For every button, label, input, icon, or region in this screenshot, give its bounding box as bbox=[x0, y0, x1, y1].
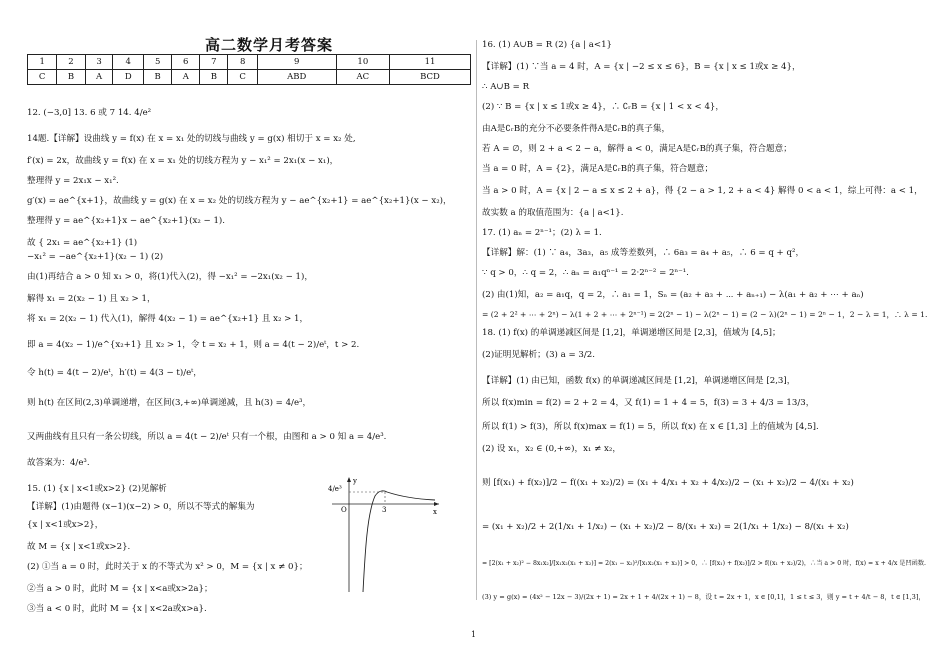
page-title: 高二数学月考答案 bbox=[205, 36, 334, 54]
table-cell: A bbox=[85, 70, 113, 85]
table-cell: B bbox=[200, 70, 228, 85]
table-cell: B bbox=[144, 70, 172, 85]
text-line: 所以 f(x)min = f(2) = 2 + 2 = 4，又 f(1) = 1 + 4 = 5，f(3) = 3 + 4/3 = 13/3， bbox=[482, 398, 815, 408]
table-cell: BCD bbox=[389, 70, 470, 85]
text-line: (2) 设 x₁，x₂ ∈ (0,+∞)，x₁ ≠ x₂， bbox=[482, 444, 621, 454]
text-line: 15. (1) {x | x<1或x>2} (2)见解析 bbox=[27, 484, 167, 494]
answer-table bbox=[27, 54, 471, 85]
x-axis-arrow-icon bbox=[434, 502, 439, 506]
table-cell: B bbox=[57, 70, 85, 85]
table-cell: D bbox=[113, 70, 144, 85]
text-line: 故实数 a 的取值范围为：{a | a<1}. bbox=[482, 208, 624, 218]
text-line: = (x₁ + x₂)/2 + 2(1/x₁ + 1/x₂) − (x₁ + x₂)/2 − 8/(x₁ + x₂) = 2(1/x₁ + 1/x₂) − 8/(x₁ + x₂) bbox=[482, 522, 849, 532]
text-line: 若 A = ∅，则 2 + a < 2 − a，解得 a < 0，满足A是∁ᵣB的真子集，符合题意； bbox=[482, 144, 792, 154]
text-line: ∴ A∪B = R bbox=[482, 82, 530, 92]
answer-table-answer-row bbox=[28, 70, 471, 85]
graph-y-axis-label: y bbox=[353, 477, 357, 485]
page-number: 1 bbox=[471, 630, 477, 639]
text-line: 【详解】(1) 由已知，函数 f(x) 的单调递减区间是 [1,2]，单调递增区间是 [2,3]， bbox=[482, 376, 796, 386]
table-cell: C bbox=[228, 70, 257, 85]
text-line: 16. (1) A∪B = R (2) {a | a<1} bbox=[482, 40, 613, 50]
table-cell: 3 bbox=[85, 55, 113, 70]
text-line: = [2(x₁ + x₂)² − 8x₁x₂]/[x₁x₂(x₁ + x₂)] = 2(x₁ − x₂)²/[x₁x₂(x₁ + x₂)] > 0，∴ [f(x₁) + f(x₂)]/2 > f((x₁ + x₂)/2)，∴当 a > 0 时，f(x) = x + 4/x 是凹函数. bbox=[482, 560, 927, 567]
function-graph bbox=[327, 474, 442, 594]
text-line: ∵ q > 0，∴ q = 2，∴ aₙ = a₁qⁿ⁻¹ = 2·2ⁿ⁻² = 2ⁿ⁻¹. bbox=[482, 268, 689, 278]
text-line: 整理得 y = ae^{x₂+1}x − ae^{x₂+1}(x₂ − 1). bbox=[27, 216, 226, 226]
text-line: 18. (1) f(x) 的单调递减区间是 [1,2]，单调递增区间是 [2,3]，值域为 [4,5]； bbox=[482, 328, 781, 338]
text-line: 【详解】(1) ∵当 a = 4 时，A = {x | −2 ≤ x ≤ 6}，B = {x | x ≤ 1或x ≥ 4}， bbox=[482, 62, 801, 72]
text-line: = (2 + 2² + ⋯ + 2ⁿ) − λ(1 + 2 + ⋯ + 2ⁿ⁻¹) = 2(2ⁿ − 1) − λ(2ⁿ − 1) = (2 − λ)(2ⁿ − 1) = 2ⁿ − 1，2 − λ = 1，∴ λ = 1. bbox=[482, 310, 928, 319]
text-line: 故答案为：4/e³. bbox=[27, 458, 90, 468]
text-line: 又两曲线有且只有一条公切线，所以 a = 4(t − 2)/eᵗ 只有一个根，由图和 a > 0 知 a = 4/e³. bbox=[27, 432, 387, 442]
text-line: −x₁² = −ae^{x₂+1}(x₂ − 1) (2) bbox=[27, 252, 164, 262]
table-cell: 6 bbox=[172, 55, 200, 70]
graph-x-axis-label: x bbox=[433, 508, 437, 516]
table-cell: 2 bbox=[57, 55, 85, 70]
text-line: 整理得 y = 2x₁x − x₁². bbox=[27, 176, 119, 186]
text-line: 故 { 2x₁ = ae^{x₂+1} (1) bbox=[27, 238, 138, 248]
column-divider bbox=[476, 40, 477, 600]
table-cell: 9 bbox=[257, 55, 336, 70]
text-line: 由(1)再结合 a > 0 知 x₁ > 0，将(1)代入(2)，得 −x₁² = −2x₁(x₂ − 1)， bbox=[27, 272, 313, 282]
table-cell: ABD bbox=[257, 70, 336, 85]
table-cell: 4 bbox=[113, 55, 144, 70]
text-line: (3) y = g(x) = (4x² − 12x − 3)/(2x + 1) = 2x + 1 + 4/(2x + 1) − 8，设 t = 2x + 1，x ∈ [0,1]，1 ≤ t ≤ 3，则 y = t + 4/t − 8，t ∈ [1,3]， bbox=[482, 593, 926, 601]
table-cell: AC bbox=[336, 70, 389, 85]
table-cell: 10 bbox=[336, 55, 389, 70]
text-line: 则 h(t) 在区间(2,3)单调递增，在区间(3,+∞)单调递减，且 h(3) = 4/e³， bbox=[27, 398, 312, 408]
text-line: 将 x₁ = 2(x₂ − 1) 代入(1)，解得 4(x₂ − 1) = ae^{x₂+1} 且 x₂ > 1， bbox=[27, 314, 309, 324]
text-line: ②当 a > 0 时，此时 M = {x | x<a或x>2a}； bbox=[27, 584, 213, 594]
graph-y-label: 4/e³ bbox=[328, 485, 342, 493]
answer-table-number-row bbox=[28, 55, 471, 70]
text-line: 即 a = 4(x₂ − 1)/e^{x₂+1} 且 x₂ > 1，令 t = x₂ + 1，则 a = 4(t − 2)/eᵗ，t > 2. bbox=[27, 340, 360, 350]
y-axis-arrow-icon bbox=[347, 477, 351, 482]
text-line: 17. (1) aₙ = 2ⁿ⁻¹；(2) λ = 1. bbox=[482, 228, 602, 238]
text-line: g′(x) = ae^{x+1}，故曲线 y = g(x) 在 x = x₂ 处的切线方程为 y − ae^{x₂+1} = ae^{x₂+1}(x − x₂)， bbox=[27, 196, 452, 206]
graph-x-tick: 3 bbox=[382, 506, 387, 514]
text-line: 解得 x₁ = 2(x₂ − 1) 且 x₂ > 1， bbox=[27, 294, 156, 304]
table-cell: 11 bbox=[389, 55, 470, 70]
text-line: 14题.【详解】设曲线 y = f(x) 在 x = x₁ 处的切线与曲线 y = g(x) 相切于 x = x₂ 处, bbox=[27, 134, 356, 144]
text-line: 当 a > 0 时，A = {x | 2 − a ≤ x ≤ 2 + a}，得 {2 − a > 1, 2 + a < 4} 解得 0 < a < 1，综上可得：a < 1， bbox=[482, 186, 923, 196]
table-cell: 8 bbox=[228, 55, 257, 70]
table-cell: 5 bbox=[144, 55, 172, 70]
text-line: 所以 f(1) > f(3)，所以 f(x)max = f(1) = 5，所以 f(x) 在 x ∈ [1,3] 上的值域为 [4,5]. bbox=[482, 422, 819, 432]
text-line: 由A是∁ᵣB的充分不必要条件得A是∁ᵣB的真子集， bbox=[482, 124, 671, 134]
table-cell: 7 bbox=[200, 55, 228, 70]
text-line: (2)证明见解析；(3) a = 3/2. bbox=[482, 350, 595, 360]
text-line: 令 h(t) = 4(t − 2)/eᵗ，h′(t) = 4(3 − t)/eᵗ， bbox=[27, 368, 202, 378]
text-line: 当 a = 0 时，A = {2}，满足A是∁ᵣB的真子集，符合题意； bbox=[482, 164, 714, 174]
text-line: 则 [f(x₁) + f(x₂)]/2 − f((x₁ + x₂)/2) = (x₁ + 4/x₁ + x₂ + 4/x₂)/2 − (x₁ + x₂)/2 − 4/(x₁ + x₂) bbox=[482, 478, 854, 488]
text-line: (2) ①当 a = 0 时，此时关于 x 的不等式为 x² > 0，M = {x | x ≠ 0}； bbox=[27, 562, 308, 572]
text-line: (2) 由(1)知，a₂ = a₁q，q = 2，∴ a₁ = 1，Sₙ = (a₂ + a₃ + ⋯ + aₙ₊₁) − λ(a₁ + a₂ + ⋯ + aₙ) bbox=[482, 290, 864, 300]
table-cell: A bbox=[172, 70, 200, 85]
text-line: f′(x) = 2x，故曲线 y = f(x) 在 x = x₁ 处的切线方程为 y − x₁² = 2x₁(x − x₁)， bbox=[27, 156, 339, 166]
curve-h-t bbox=[363, 491, 435, 592]
text-line: 【详解】解：(1) ∵ a₄，3a₃，a₅ 成等差数列，∴ 6a₃ = a₄ + a₅，∴ 6 = q + q²， bbox=[482, 248, 805, 258]
text-line: 故 M = {x | x<1或x>2}. bbox=[27, 542, 131, 552]
text-line: ③当 a < 0 时，此时 M = {x | x<2a或x>a}. bbox=[27, 604, 207, 614]
table-cell: C bbox=[28, 70, 57, 85]
table-cell: 1 bbox=[28, 55, 57, 70]
graph-origin-label: O bbox=[341, 506, 347, 514]
text-line: 12. (−3,0] 13. 6 或 7 14. 4/e² bbox=[27, 108, 152, 118]
text-line: (2) ∵ B = {x | x ≤ 1或x ≥ 4}，∴ ∁ᵣB = {x | 1 < x < 4}， bbox=[482, 102, 724, 112]
text-line: {x | x<1或x>2}， bbox=[27, 520, 104, 530]
text-line: 【详解】(1)由题得 (x−1)(x−2) > 0，所以不等式的解集为 bbox=[27, 502, 255, 512]
